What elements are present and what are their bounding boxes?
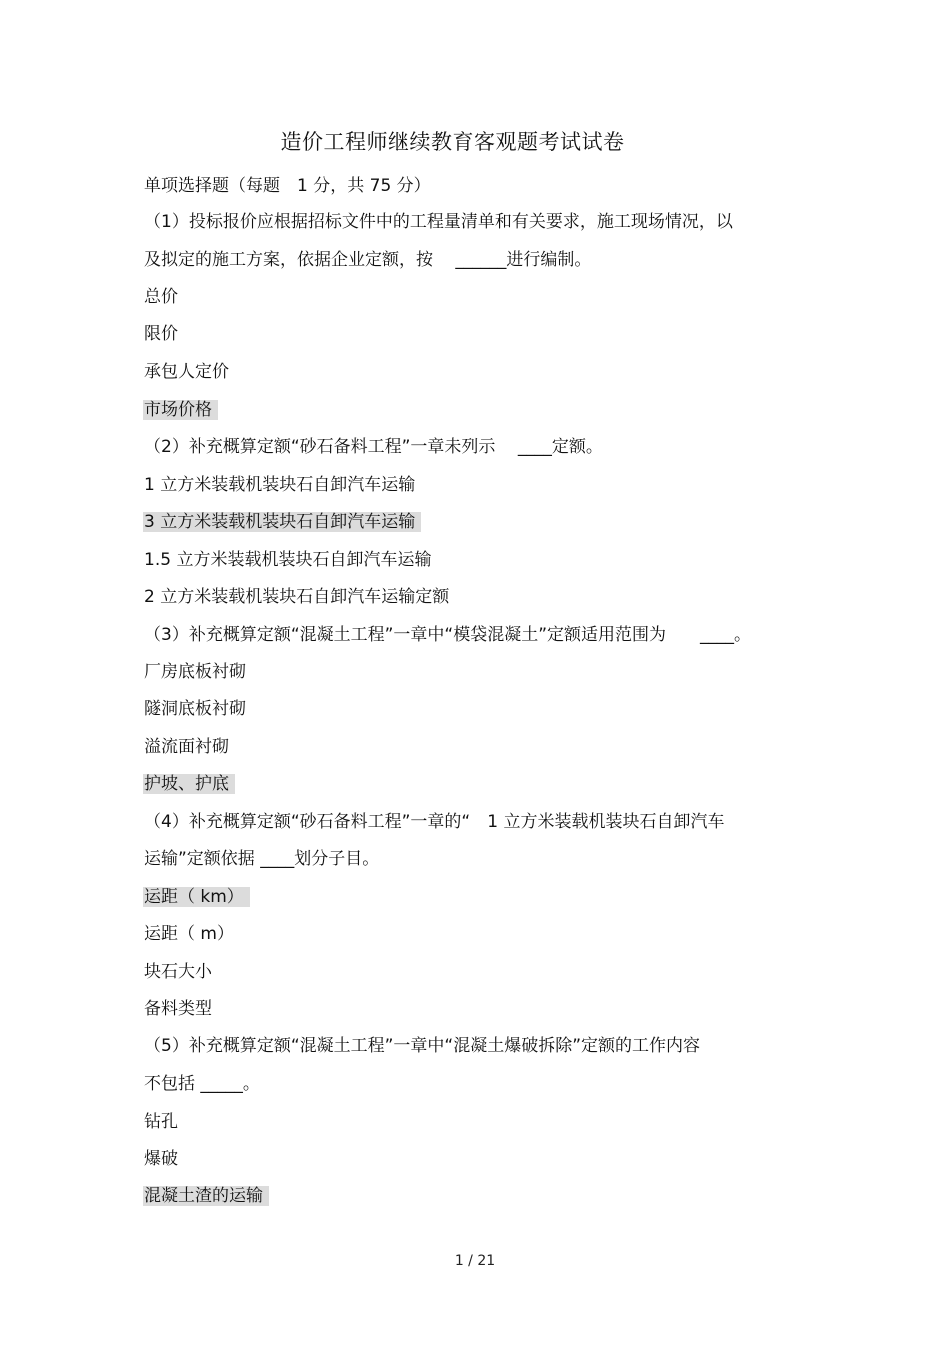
answer-option [144,248,591,272]
page-title: 造价工程师继续教育客观题考试试卷 [280,130,625,154]
line-text: （2）补充概算定额“砂石备料工程”一章未列示 ____定额。 [144,437,603,457]
answer-option [144,660,246,684]
answer-option [144,285,178,309]
answer-option-highlighted [144,885,250,909]
line-text: （5）补充概算定额“混凝土工程”一章中“混凝土爆破拆除”定额的工作内容 [144,1036,701,1056]
answer-option-highlighted [144,772,235,796]
answer-option [144,847,379,871]
line-text: 厂房底板衬砌 [144,662,246,682]
answer-option [144,473,415,497]
answer-option [144,735,229,759]
line-text: 运距（ m） [144,924,234,944]
line-text: 块石大小 [144,962,212,982]
answer-option [144,922,234,946]
line-text: 3 立方米装载机装块石自卸汽车运输 [143,512,421,532]
answer-option [144,1147,178,1171]
line-text: （4）补充概算定额“砂石备料工程”一章的“ 1 立方米装载机装块石自卸汽车 [144,812,725,832]
line-text: 1.5 立方米装载机装块石自卸汽车运输 [144,550,432,570]
line-text: 运输”定额依据 ____划分子目。 [144,849,380,869]
question-line [144,810,724,834]
line-text: 承包人定价 [144,362,229,382]
line-text: （3）补充概算定额“混凝土工程”一章中“模袋混凝土”定额适用范围为 ____。 [144,625,752,645]
answer-option-highlighted [144,398,218,422]
line-text: 钻孔 [144,1112,178,1132]
answer-option [144,997,212,1021]
answer-option [144,1110,178,1134]
question-line [144,1034,700,1058]
page-number: 1 / 21 [454,1253,496,1269]
line-text: 限价 [144,324,178,344]
answer-option [144,548,431,572]
line-text: 1 立方米装载机装块石自卸汽车运输 [144,475,416,495]
answer-option-highlighted [144,1184,269,1208]
line-text: 及拟定的施工方案，依据企业定额，按 ______进行编制。 [144,250,592,270]
line-text: 爆破 [144,1149,178,1169]
answer-option [144,322,178,346]
question-line [144,623,751,647]
line-text: 运距（ km） [143,887,250,907]
answer-option-highlighted [144,510,421,534]
answer-option [144,585,449,609]
section-heading: 单项选择题（每题 1 分，共 75 分） [144,176,431,196]
line-text: 市场价格 [143,400,218,420]
line-text: 溢流面衬砌 [144,737,229,757]
question-line [144,210,733,234]
answer-option [144,697,246,721]
question-line [144,435,603,459]
answer-option [144,360,229,384]
answer-option [144,960,212,984]
line-text: 不包括 _____。 [144,1074,260,1094]
line-text: 总价 [144,287,178,307]
line-text: 备料类型 [144,999,212,1019]
line-text: 隧洞底板衬砌 [144,699,246,719]
line-text: 2 立方米装载机装块石自卸汽车运输定额 [144,587,450,607]
line-text: （1）投标报价应根据招标文件中的工程量清单和有关要求，施工现场情况，以 [144,212,733,232]
line-text: 混凝土渣的运输 [143,1186,269,1206]
line-text: 护坡、护底 [143,774,235,794]
answer-option [144,1072,260,1096]
